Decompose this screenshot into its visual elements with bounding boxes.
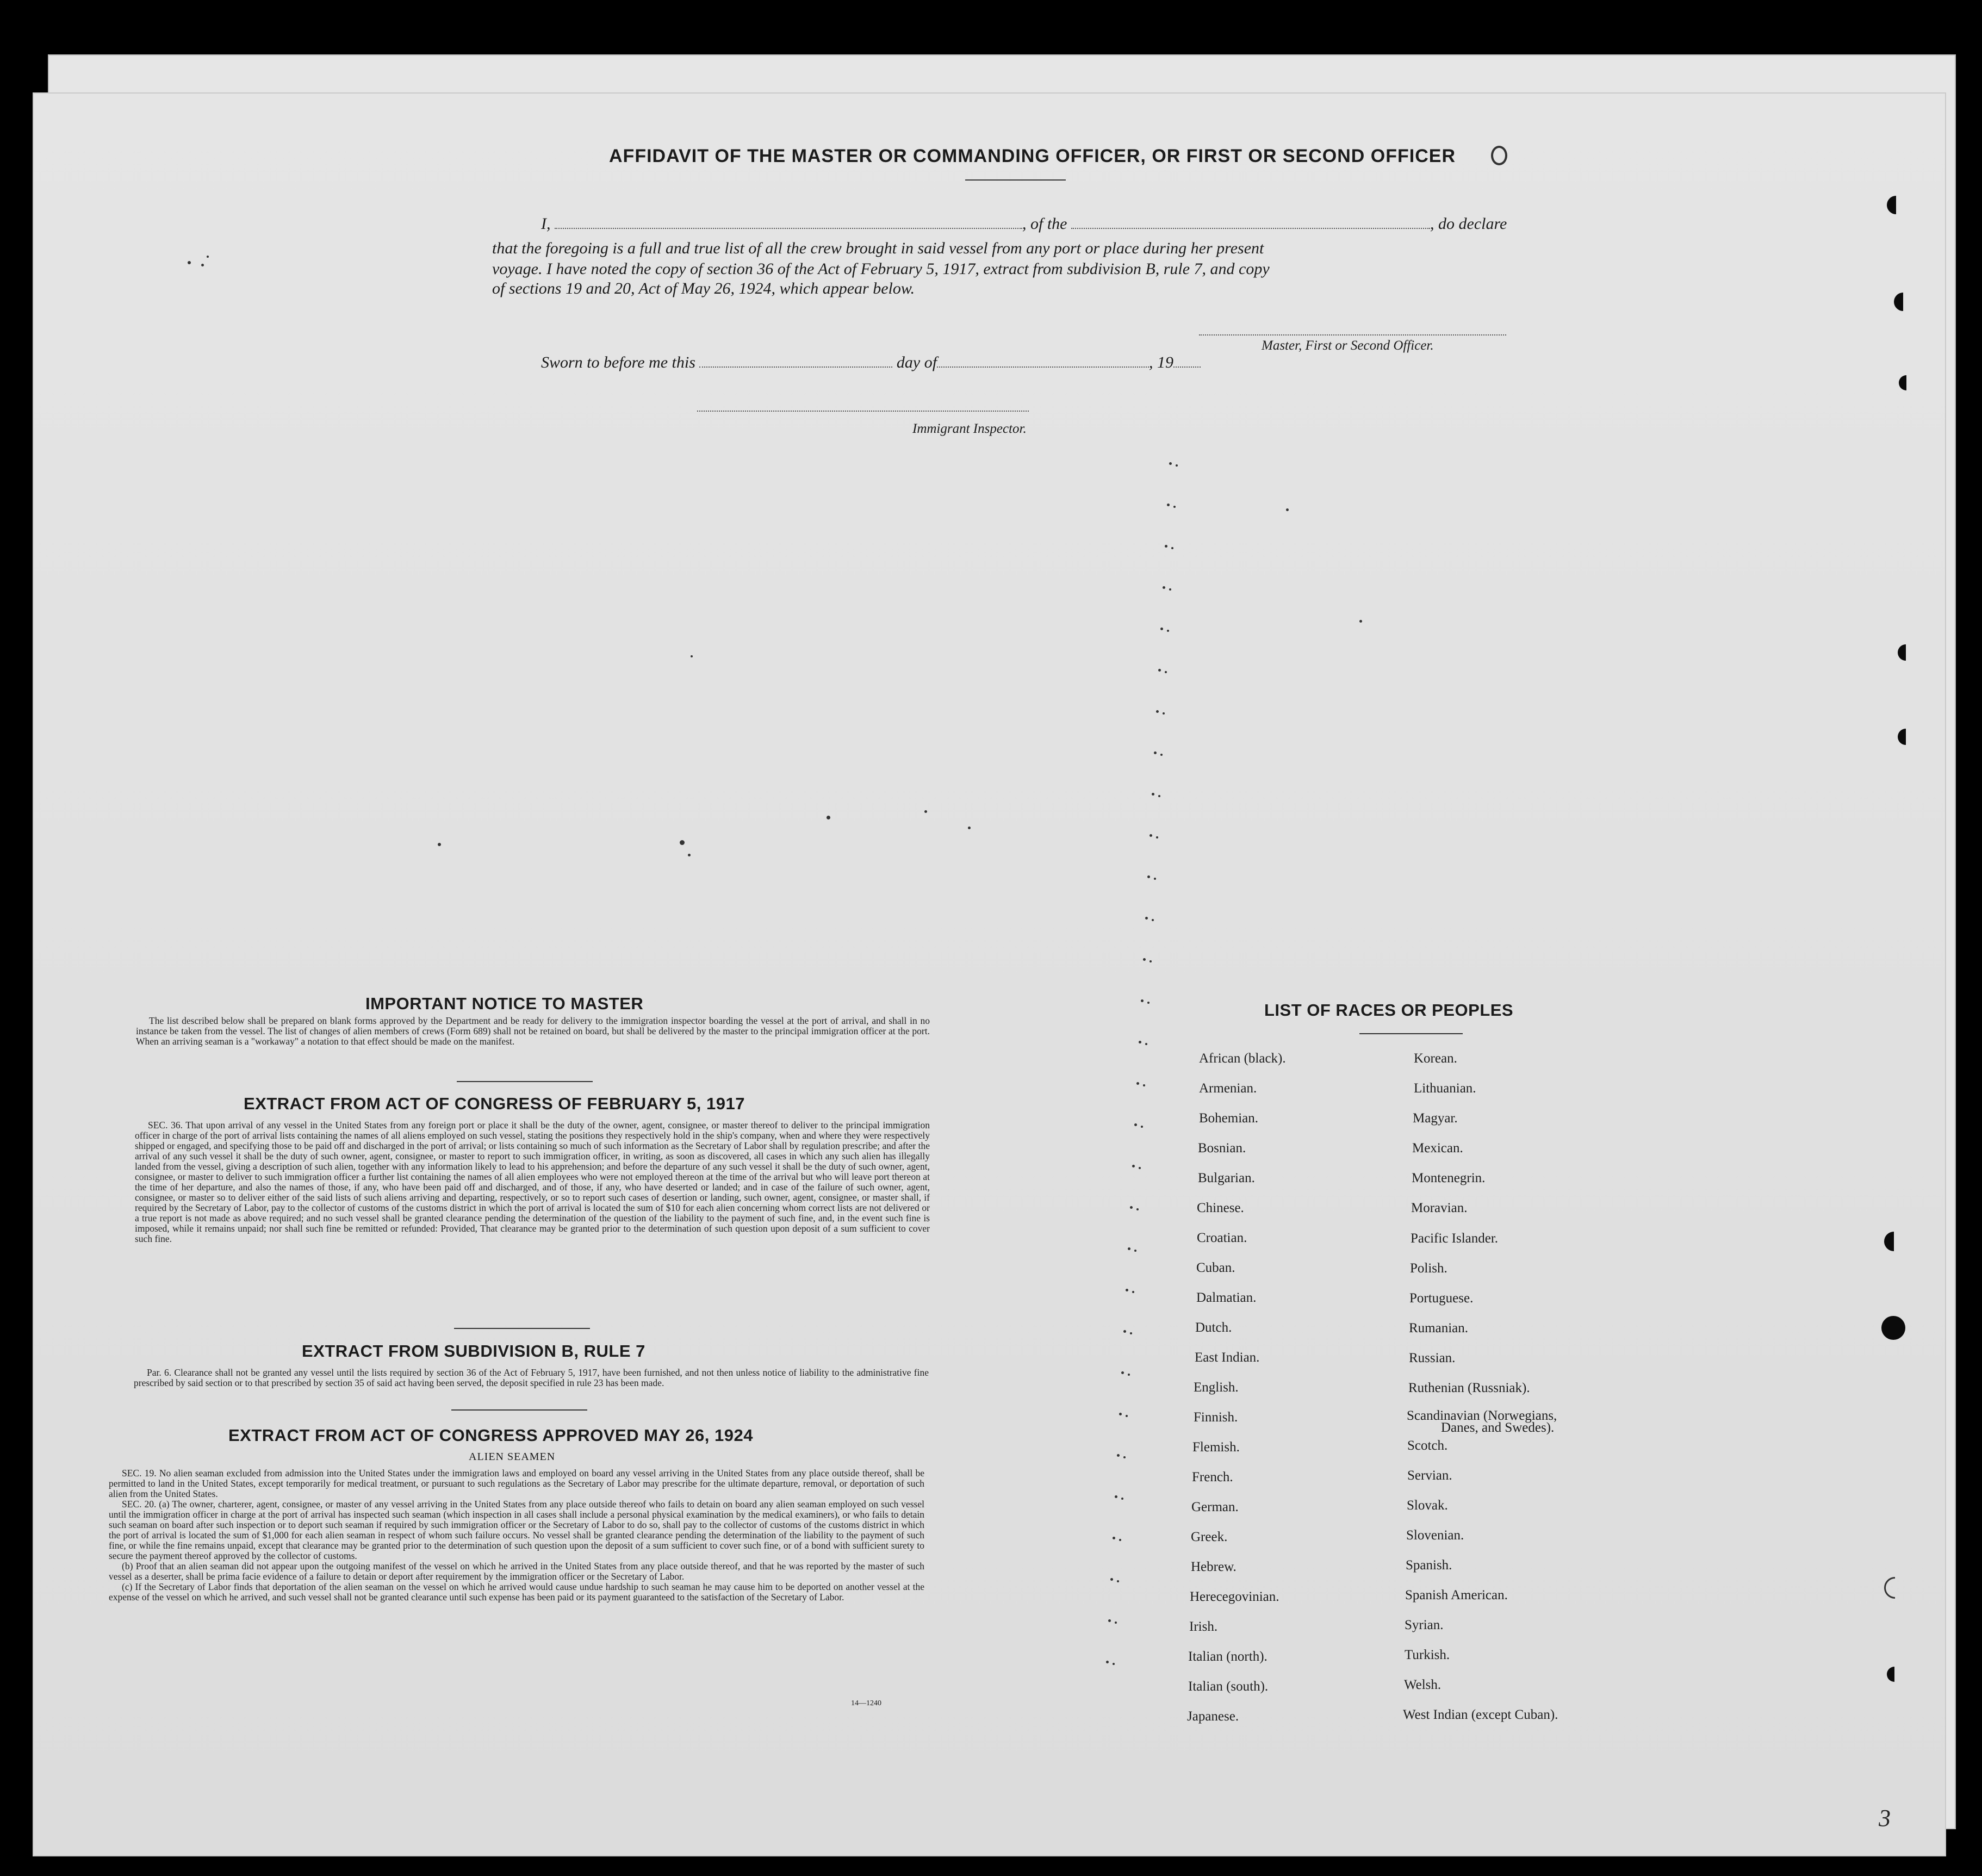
speck [1117,1454,1120,1457]
inspector-signature-line[interactable] [697,411,1029,413]
race-item: Chinese. [1197,1201,1244,1215]
race-item: Rumanian. [1409,1321,1469,1335]
speck [1113,1663,1115,1665]
notice-title: IMPORTANT NOTICE TO MASTER [365,994,644,1013]
race-item: Hebrew. [1191,1560,1237,1574]
speck [1139,1041,1141,1043]
speck [1143,958,1146,961]
race-item: Armenian. [1199,1081,1257,1096]
declaration-line-4: of sections 19 and 20, Act of May 26, 1924, which appear below. [492,279,915,297]
sworn-day-blank[interactable] [699,366,892,368]
race-item: Syrian. [1405,1618,1444,1632]
speck [1119,1539,1121,1541]
speck [1173,506,1176,508]
race-item: Spanish. [1406,1558,1452,1573]
sworn-day-of: day of [896,353,937,371]
alien-seamen-subtitle: ALIEN SEAMEN [469,1451,556,1463]
speck [1141,999,1144,1002]
race-item: Turkish. [1405,1648,1450,1662]
race-item: Herecegovinian. [1190,1589,1279,1604]
speck [1126,1415,1128,1417]
page-number: 3 [1879,1805,1891,1831]
race-item: Bohemian. [1199,1111,1259,1126]
speck [1115,1622,1117,1624]
master-caption: Master, First or Second Officer. [1262,338,1434,353]
speck [1158,669,1161,672]
speck [1121,1371,1124,1374]
races-title: LIST OF RACES OR PEOPLES [1264,1001,1514,1020]
speck [1126,1289,1128,1291]
race-item: Bulgarian. [1198,1171,1255,1185]
divider [451,1409,587,1411]
race-item: Scotch. [1407,1438,1448,1453]
sworn-prefix: Sworn to before me this [541,353,695,371]
race-item: Croatian. [1197,1231,1247,1245]
speck [1152,793,1154,796]
extract-1924-title: EXTRACT FROM ACT OF CONGRESS APPROVED MAY 26, 1924 [228,1426,753,1445]
punch-hole [1881,1316,1905,1340]
race-item: Japanese. [1187,1709,1239,1724]
race-item: Korean. [1414,1051,1457,1066]
speck [1286,508,1289,511]
speck [1169,462,1172,465]
speck [1145,917,1148,920]
races-title-underline [1359,1033,1463,1034]
speck [1117,1580,1119,1582]
speck [1130,1206,1133,1209]
speck [1150,834,1152,837]
speck [1119,1413,1122,1415]
race-item: Flemish. [1192,1440,1240,1455]
speck [1152,919,1154,921]
vessel-name-blank[interactable] [1071,228,1430,229]
speck [1156,836,1158,838]
speck [1165,671,1167,673]
notice-text [136,1016,930,1047]
declaration-of-the: , of the [1022,215,1067,233]
affidavit-title: AFFIDAVIT OF THE MASTER OR COMMANDING OFFICER, OR FIRST OR SECOND OFFICER [609,146,1456,166]
speck [1141,1126,1143,1128]
declaration-line-1 [541,215,1593,233]
race-item: Greek. [1191,1530,1228,1544]
speck [1123,1456,1126,1458]
speck [1167,630,1169,632]
inspector-caption: Immigrant Inspector. [912,421,1027,436]
race-item: Spanish American. [1405,1588,1508,1602]
extract-1917-text [135,1120,930,1244]
declaration-suffix: , do declare [1430,215,1507,233]
speck [1169,588,1171,591]
race-item: Scandinavian (Norwegians, [1407,1408,1557,1423]
race-item: West Indian (except Cuban). [1403,1707,1558,1722]
speck [1156,710,1159,713]
race-item: Magyar. [1413,1111,1458,1126]
speck [1113,1537,1115,1539]
section-20c-paragraph: (c) If the Secretary of Labor finds that deportation of the alien seaman on the vessel on which he arrived would cause undue hardship to such seaman he may cause him to be deported on another vessel at the expense of the vessel on which he arrived, and such vessel shall not be granted clearance until such expense has been paid or its payment guaranteed to the satisfaction of the Secretary of Labor. [109,1581,924,1602]
extract-1924-text [109,1468,924,1602]
speck [1145,1043,1147,1045]
speck [1139,1167,1141,1169]
race-item: Pacific Islander. [1411,1231,1499,1246]
speck [1128,1374,1130,1376]
section-19-paragraph: SEC. 19. No alien seaman excluded from admission into the United States under the immigration laws and employed on board any vessel arriving in the United States from any place outside thereof, shall be permitted to land in the United States, except temporarily for medical treatment, or pursuant to such regulations as the Secretary of Labor may prescribe for the ultimate departure, removal, or deportation of such alien from the United States. [109,1468,924,1499]
race-item: Bosnian. [1198,1141,1246,1156]
race-item: Ruthenian (Russniak). [1408,1381,1530,1395]
speck [827,816,830,819]
extract-1917-title: EXTRACT FROM ACT OF CONGRESS OF FEBRUARY 5, 1917 [244,1094,745,1113]
race-item: Welsh. [1404,1678,1442,1692]
speck [1128,1247,1130,1250]
race-item: Lithuanian. [1414,1081,1476,1096]
speck [1171,547,1173,549]
sworn-year: , 19 [1149,353,1174,371]
notice-paragraph: The list described below shall be prepared on blank forms approved by the Department and be ready for delivery to the immigration inspector boarding the vessel at the port of arrival, and shall in no instance be taken from the vessel. The list of changes of alien members of crews (Form 689) shall not be retained on board, but shall be delivered by the master to the principal immigration officer at the port. When an arriving seaman is a "workaway" a notation to that effect should be made on the manifest. [136,1015,930,1047]
master-signature-line[interactable] [1199,334,1506,337]
sworn-line [541,353,1593,372]
race-item: African (black). [1199,1051,1286,1066]
race-item: Irish. [1189,1619,1218,1634]
section-36-paragraph: SEC. 36. That upon arrival of any vessel in the United States from any foreign port or place it shall be the duty of the owner, agent, consignee, or master thereof to deliver to the principal immigration officer in charge of the port of arrival lists containing the names of all aliens employed on such vessel, stating the positions they respectively hold in the ship's company, when and where they were respectively shipped or engaged, and specifying those to be paid off and discharged in the port of arrival; or lists containing so much of such information as the Secretary of Labor shall by regulation prescribe; and after the arrival of any such vessel it shall be the duty of such owner, agent, consignee, or master to report to such immigration officer, in writing, as soon as discovered, all cases in which any such alien has illegally landed from the vessel, giving a description of such alien, together with any information likely to lead to his apprehension; and before the departure of any such vessel it shall be the duty of such owner, agent, consignee, or master to deliver to such immigration officer a further list containing the names of all alien employees who were not employed thereon at the time of the arrival but who will leave port thereon at the time of her departure, and also the names of those, if any, who have been paid off and discharged, and of those, if any, who have deserted or landed; and in case of the failure of such owner, agent, consignee, or master so to deliver either of the said lists of such aliens arriving and departing, respectively, or so to report such cases of desertion or landing, such owner, agent, consignee, or master shall, if required by the Secretary of Labor, pay to the collector of customs of the customs district in which the port of arrival is located the sum of $10 for each alien concerning whom correct lists are not delivered or a true report is not made as above required; and no such vessel shall be granted clearance pending the determination of the question of the liability to the payment of such fine, and, in the event such fine is imposed, while it remains unpaid; nor shall such fine be remitted or refunded: Provided, That clearance may be granted prior to the determination of such question upon deposit of a sum sufficient to cover such fine. [135,1120,930,1244]
speck [1147,1002,1150,1004]
declaration-line-2: that the foregoing is a full and true list of all the crew brought in said vessel from any port or place during her present [492,239,1264,257]
declaration-line-3: voyage. I have noted the copy of section 36 of the Act of February 5, 1917, extract from subdivision B, rule 7, and copy [492,260,1270,278]
divider [457,1081,593,1082]
rule-7-title: EXTRACT FROM SUBDIVISION B, RULE 7 [302,1341,645,1361]
race-item: Mexican. [1412,1141,1463,1156]
speck [1134,1250,1136,1252]
speck [201,264,204,266]
race-item: Portuguese. [1409,1291,1474,1306]
speck [1108,1619,1111,1622]
speck [1130,1332,1132,1334]
race-item: Russian. [1409,1351,1456,1365]
speck [1132,1291,1134,1293]
speck [1158,795,1160,797]
speck [1359,620,1362,623]
race-item: Dalmatian. [1196,1290,1257,1305]
race-item: Italian (north). [1188,1649,1268,1664]
declaration-prefix: I, [541,215,551,233]
race-item: East Indian. [1195,1350,1260,1365]
speck [188,261,191,264]
speck [968,827,971,829]
speck [1163,586,1165,589]
race-item: Montenegrin. [1412,1171,1486,1185]
name-blank[interactable] [555,228,1022,229]
speck [1132,1165,1135,1167]
speck [1150,960,1152,962]
punch-hole [1491,146,1507,165]
speck [688,854,691,856]
speck [1176,464,1178,467]
race-scandinavian-continued: Danes, and Swedes). [1441,1420,1555,1435]
speck [680,840,685,845]
speck [924,810,927,813]
speck [691,655,693,657]
speck [1143,1084,1145,1086]
race-item: Polish. [1410,1261,1447,1276]
speck [1154,751,1157,754]
race-item: Finnish. [1194,1410,1238,1425]
rule-7-paragraph: Par. 6. Clearance shall not be granted any vessel until the lists required by section 36 of the Act of February 5, 1917, have been furnished, and not then unless notice of liability to the administrative fine prescribed by said section or to that prescribed by section 35 of said act having been served, the deposit specified in rule 23 has been made. [134,1367,929,1388]
rule-7-text [134,1368,929,1388]
speck [1110,1578,1113,1581]
race-item: French. [1192,1470,1233,1484]
race-item: Servian. [1407,1468,1452,1483]
speck [1165,545,1167,548]
race-item: Cuban. [1196,1260,1235,1275]
race-item: Dutch. [1195,1320,1232,1335]
form-number: 14—1240 [851,1699,881,1707]
race-item: Slovenian. [1406,1528,1464,1543]
sworn-year-blank[interactable] [1173,366,1201,368]
speck [1123,1330,1126,1333]
speck [207,256,209,258]
speck [438,843,441,846]
speck [1160,628,1163,630]
speck [1136,1082,1139,1085]
speck [1163,712,1165,715]
divider [454,1328,590,1329]
speck [1115,1495,1117,1498]
speck [1154,878,1156,880]
section-20a-paragraph: SEC. 20. (a) The owner, charterer, agent, consignee, or master of any vessel arriving in the United States from any place outside thereof who fails to detain on board any alien seaman employed on such vessel until the immigration officer in charge at the port of arrival has inspected such seaman (which inspection in all cases shall include a personal physical examination by the medical examiners), or who fails to detain such seaman on board after such inspection or to deport such seaman if required by such immigration officer or the Secretary of Labor to do so, shall pay to the collector of customs of the customs district in which the port of arrival is located the sum of $1,000 for each alien seaman in respect of whom such failure occurs. No vessel shall be granted clearance pending the determination of the liability to the payment of such fine, or while the fine remains unpaid, except that clearance may be granted prior to the determination of such question upon the deposit of a sum sufficient to cover such fine, or of a bond with sufficient surety to secure the payment thereof approved by the collector of customs. [109,1499,924,1561]
race-item: Moravian. [1411,1201,1468,1215]
speck [1121,1498,1123,1500]
race-item: Italian (south). [1188,1679,1269,1694]
section-20b-paragraph: (b) Proof that an alien seaman did not appear upon the outgoing manifest of the vessel on which he arrived in the United States from any place outside thereof, and that he was reported by the master of such vessel as a deserter, shall be prima facie evidence of a failure to detain or deport after requirement by the immigration officer or the Secretary of Labor. [109,1561,924,1582]
speck [1136,1208,1139,1210]
speck [1147,875,1150,878]
race-item: Slovak. [1407,1498,1448,1513]
speck [1167,504,1170,506]
speck [1160,754,1163,756]
race-item: English. [1194,1380,1239,1395]
speck [1134,1123,1137,1126]
title-underline [965,179,1066,181]
speck [1106,1661,1109,1663]
sworn-month-blank[interactable] [937,366,1149,368]
race-item: German. [1191,1500,1239,1514]
